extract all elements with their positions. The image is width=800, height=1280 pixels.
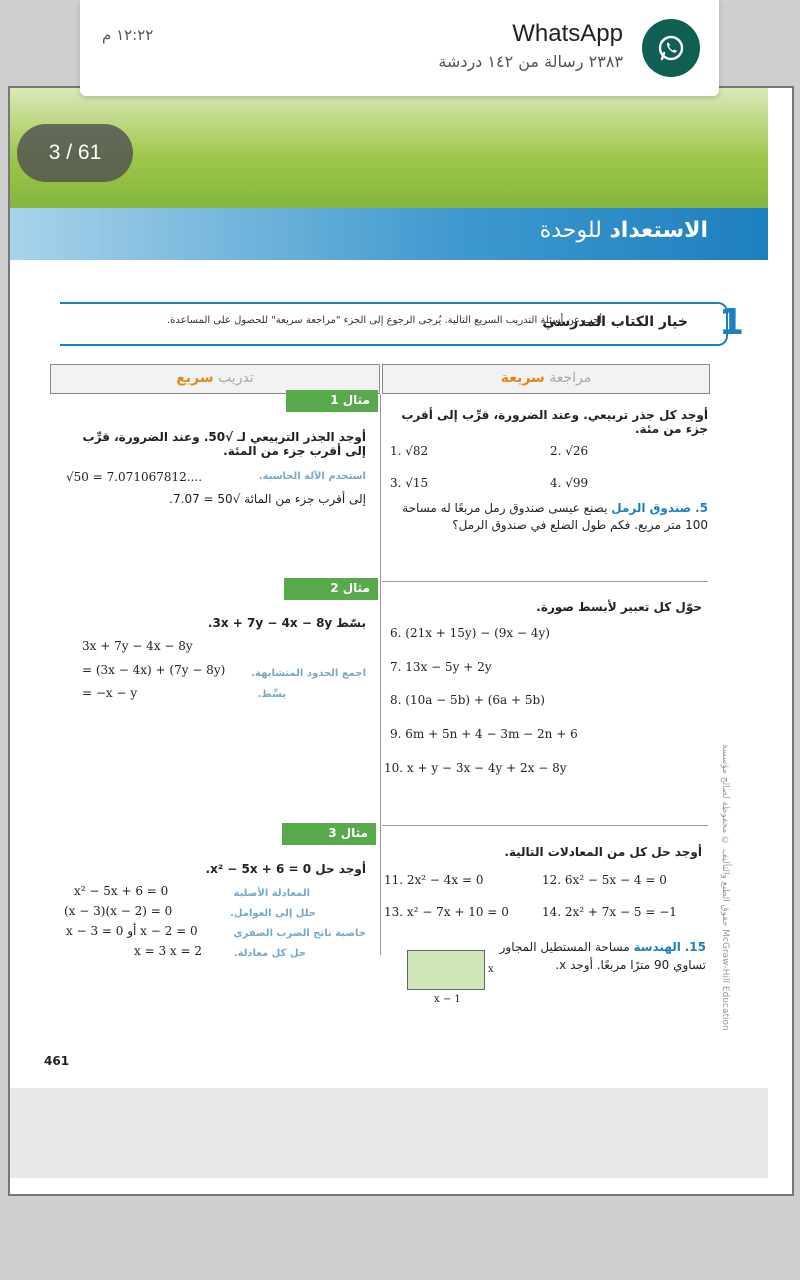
example-3-note1: المعادلة الأصلية <box>233 888 310 899</box>
example-1-note1: استخدم الآلة الحاسبة. <box>258 471 366 482</box>
example-1-line2: إلى أقرب جزء من المائة √50 = 7.07. <box>169 492 366 506</box>
question-5: 5. صندوق الرمل يصنع عيسى صندوق رمل مربعًا له مساحة 100 متر مربع. فكم طول الضلع في صندوق الرمل؟ <box>402 501 708 532</box>
example-3-line4: x = 3 x = 2 <box>134 944 202 958</box>
divider <box>382 825 708 826</box>
question-6: 6. (21x + 15y) − (9x − 4y) <box>390 626 550 640</box>
chapter-title: الاستعداد للوحدة <box>539 218 708 243</box>
quick-check-header: تدريب سريع <box>50 364 380 394</box>
question-8: 8. (10a − 5b) + (6a + 5b) <box>390 693 545 707</box>
question-4: 4. √99 <box>550 476 589 490</box>
whatsapp-icon <box>642 19 700 77</box>
example-2-note2: بسِّط. <box>257 689 286 700</box>
example-3-prompt: أوجد حل 0 = x² − 5x + 6. <box>205 862 366 876</box>
question-3: 3. √15 <box>390 476 429 490</box>
example-1-prompt: أوجد الجذر التربيعي لـ √50. وعند الضرورة، قرِّب إلى أقرب جزء من المئة. <box>82 430 366 458</box>
question-1: 1. √82 <box>390 444 429 458</box>
example-2-prompt: بسّط 3x + 7y − 4x − 8y. <box>207 616 366 630</box>
example-2-line1: 3x + 7y − 4x − 8y <box>82 639 193 653</box>
example-3-line3: x − 3 = 0 أو x − 2 = 0 <box>66 924 198 938</box>
question-13: 13. x² − 7x + 10 = 0 <box>384 905 509 919</box>
figure-side-label: x <box>488 964 494 975</box>
chapter-title-bar <box>10 208 768 260</box>
question-14: 14. 2x² + 7x − 5 = −1 <box>542 905 677 919</box>
question-10: 10. x + y − 3x − 4y + 2x − 8y <box>384 761 567 775</box>
question-9: 9. 6m + 5n + 4 − 3m − 2n + 6 <box>390 727 578 741</box>
quick-review-header: مراجعة سريعة <box>382 364 710 394</box>
notification-title: WhatsApp <box>512 20 623 47</box>
review-2-prompt: حوّل كل تعبير لأبسط صورة. <box>536 600 702 614</box>
example-2-line2: = (3x − 4x) + (7y − 8y) <box>82 663 226 677</box>
section-number: 1 <box>718 302 744 343</box>
divider <box>382 581 708 582</box>
example-2-line3: = −x − y <box>82 686 138 700</box>
example-2-tab: مثال 2 <box>284 578 378 600</box>
example-2-note1: اجمع الحدود المتشابهة. <box>251 668 366 679</box>
example-1-tab: مثال 1 <box>286 390 378 412</box>
review-3-prompt: أوجد حل كل من المعادلات التالية. <box>504 845 702 859</box>
whatsapp-notification[interactable] <box>80 0 719 96</box>
example-3-note2: حلل إلى العوامل. <box>230 908 316 919</box>
section-title: خيار الكتاب المدرسي <box>542 314 688 330</box>
question-11: 11. 2x² − 4x = 0 <box>384 873 484 887</box>
question-15: 15. الهندسة مساحة المستطيل المجاور تساوي 90 مترًا مربعًا. أوجد x. <box>499 940 706 972</box>
section-description: أجب عن أسئلة التدريب السريع التالية. يُرجى الرجوع إلى الجزء "مراجعة سريعة" للحصول على المساعدة. <box>166 315 602 326</box>
example-1-line1: √50 = 7.071067812.... <box>66 470 203 484</box>
question-7: 7. 13x − 5y + 2y <box>390 660 492 674</box>
review-1-prompt: أوجد كل جذر تربيعي. وعند الضرورة، قرِّب إلى أقرب جزء من مئة. <box>401 408 708 436</box>
figure-bottom-label: x − 1 <box>434 994 461 1005</box>
copyright-credit: حقوق الطبع والتأليف © محفوظة لصالح مؤسسة McGraw-Hill Education <box>720 744 730 1031</box>
page-indicator: 3 / 61 <box>17 124 133 182</box>
question-12: 12. 6x² − 5x − 4 = 0 <box>542 873 667 887</box>
rectangle-figure <box>407 950 485 990</box>
notification-subtitle: ٢٣٨٣ رسالة من ١٤٢ دردشة <box>438 52 623 71</box>
example-3-note4: حل كل معادلة. <box>233 948 306 959</box>
example-3-tab: مثال 3 <box>282 823 376 845</box>
page-number: 461 <box>44 1054 70 1068</box>
example-3-line1: x² − 5x + 6 = 0 <box>74 884 169 898</box>
divider <box>380 825 381 955</box>
notification-time: ١٢:٢٢ م <box>102 26 154 44</box>
question-2: 2. √26 <box>550 444 589 458</box>
document-page[interactable] <box>8 86 794 1196</box>
page-footer-band <box>10 1088 768 1178</box>
example-3-note3: خاصية ناتج الضرب الصفري <box>233 928 366 939</box>
example-3-line2: (x − 3)(x − 2) = 0 <box>64 904 173 918</box>
divider <box>380 580 381 830</box>
